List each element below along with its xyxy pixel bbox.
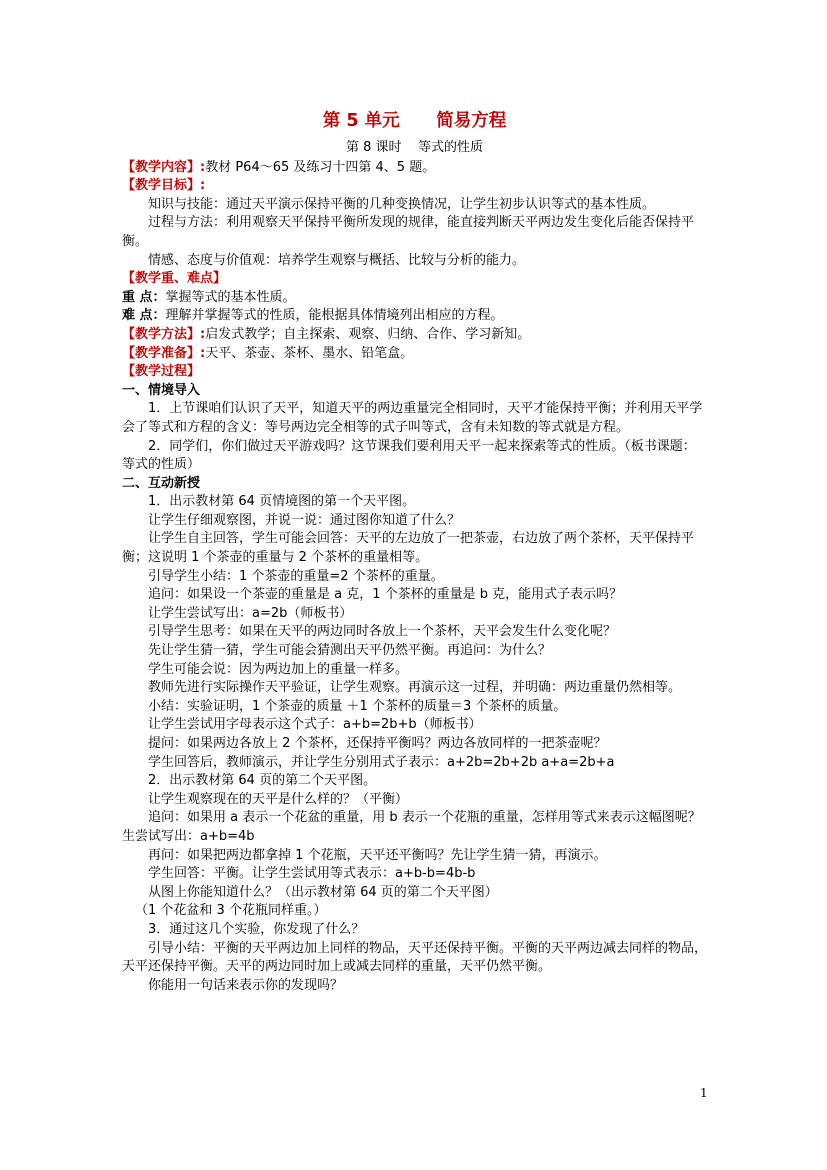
teaching-prep-line [122,345,707,364]
paragraph: 提问：如果两边各放上 2 个茶杯，还保持平衡吗？两边各放同样的一把茶壶呢？ [148,736,607,751]
teaching-process-label: 【教学过程】 [122,364,201,380]
teaching-prep-text: 天平、茶壶、茶杯、墨水、铅笔盒。 [205,345,414,361]
difficult-point-line [122,307,707,326]
paragraph: 学生回答后，教师演示，并让学生分别用式子表示：a+2b=2b+2b a+a=2b+a [148,754,615,770]
teaching-goals-label: 【教学目标】: [122,178,206,194]
paragraph: 2．出示教材第 64 页的第二个天平图。 [148,773,377,789]
difficult-point-text: 理解并掌握等式的性质，能根据具体情境列出相应的方程。 [165,308,504,324]
teaching-content-line [122,159,707,178]
unit-title: 第 5 单元 简易方程 [322,111,507,131]
paragraph: 1．出示教材第 64 页情境图的第一个天平图。 [148,494,416,510]
paragraph: 从图上你能知道什么？（出示教材第 64 页的第二个天平图） [148,884,498,900]
goal-item: 过程与方法：利用观察天平保持平衡所发现的规律，能直接判断天平两边发生变化后能否保持平衡。 [122,215,695,249]
paragraph: 引导小结：平衡的天平两边加上同样的物品，天平还保持平衡。平衡的天平两边减去同样的物品，天平还保持平衡。天平的两边同时加上或减去同样的重量，天平仍然平衡。 [122,940,708,975]
paragraph: 让学生尝试用字母表示这个式子：a+b=2b+b（师板书） [148,717,482,733]
teaching-methods-line [122,326,707,345]
teaching-prep-label: 【教学准备】: [122,345,206,361]
paragraph: 让学生观察现在的天平是什么样的？（平衡） [148,791,409,807]
document-page [122,108,707,995]
key-point-label: 重 点： [122,289,166,305]
paragraph: 引导学生思考：如果在天平的两边同时各放上一个茶杯，天平会发生什么变化呢？ [148,624,617,640]
page-number: 1 [700,1086,708,1100]
keypoints-label: 【教学重、难点】 [122,271,227,287]
paragraph: 追问：如果设一个茶壶的重量是 a 克，1 个茶杯的重量是 b 克，能用式子表示吗？ [148,587,623,603]
paragraph: 1．上节课咱们认识了天平，知道天平的两边重量完全相同时，天平才能保持平衡；并利用天平学会了等式和方程的含义：等号两边完全相等的式子叫等式，含有未知数的等式就是方程。 [122,401,703,435]
paragraph: 让学生尝试写出：a=2b（师板书） [148,605,353,621]
difficult-point-label: 难 点： [122,308,166,324]
paragraph: 先让学生猜一猜，学生可能会猜测出天平仍然平衡。再追问：为什么？ [148,643,552,659]
key-point-text: 掌握等式的基本性质。 [165,289,296,305]
paragraph: 学生回答：平衡。让学生尝试用等式表示：a+b-b=4b-b [148,866,476,882]
key-point-line [122,289,707,308]
paragraph: 教师先进行实际操作天平验证，让学生观察。再演示这一过程，并明确：两边重量仍然相等。 [148,680,682,696]
section-heading: 二、互动新授 [122,475,201,491]
lesson-subtitle: 第 8 课时 等式的性质 [345,140,484,155]
teaching-methods-label: 【教学方法】: [122,326,206,342]
teaching-content-text: 教材 P64～65 及练习十四第 4、5 题。 [205,159,436,175]
paragraph: 引导学生小结：1 个茶壶的重量=2 个茶杯的重量。 [148,568,444,584]
paragraph: 你能用一句话来表示你的发现吗？ [148,977,344,993]
paragraph: 追问：如果用 a 表示一个花盆的重量，用 b 表示一个花瓶的重量，怎样用等式来表示这幅图呢？生尝试写出：a+b=4b [122,810,701,844]
paragraph: 2．同学们，你们做过天平游戏吗？这节课我们要利用天平一起来探索等式的性质。（板书课题：等式的性质） [122,438,696,473]
paragraph: 3．通过这几个实验，你发现了什么？ [148,921,365,937]
paragraph: 让学生仔细观察图，并说一说：通过图你知道了什么？ [148,512,461,528]
goal-item: 知识与技能：通过天平演示保持平衡的几种变换情况，让学生初步认识等式的基本性质。 [148,196,656,212]
paragraph: 再问：如果把两边都拿掉 1 个花瓶，天平还平衡吗？先让学生猜一猜，再演示。 [148,847,607,863]
section-heading: 一、情境导入 [122,382,201,398]
teaching-methods-text: 启发式教学；自主探索、观察、归纳、合作、学习新知。 [205,326,531,342]
teaching-content-label: 【教学内容】: [122,159,206,175]
paragraph: 小结：实验证明，1 个茶壶的质量 ＋1 个茶杯的质量＝3 个茶杯的质量。 [148,698,567,714]
goal-item: 情感、态度与价值观：培养学生观察与概括、比较与分析的能力。 [148,252,526,268]
paragraph: 学生可能会说：因为两边加上的重量一样多。 [148,661,409,677]
paragraph: （1 个花盆和 3 个花瓶同样重。） [135,903,327,919]
paragraph: 让学生自主回答，学生可能会回答：天平的左边放了一把茶壶，右边放了两个茶杯，天平保持平衡；这说明 1 个茶壶的重量与 2 个茶杯的重量相等。 [122,531,695,566]
